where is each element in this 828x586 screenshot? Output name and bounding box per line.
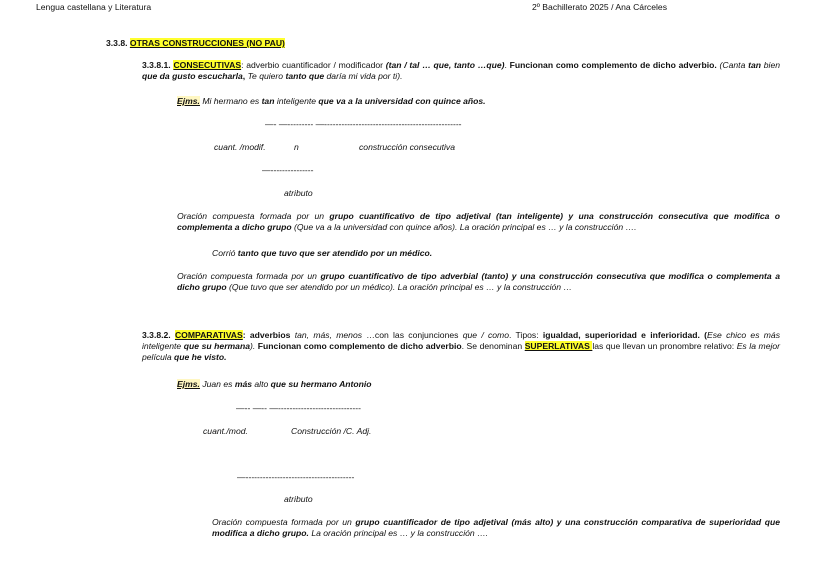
text-run: Ese chico es más inteligente [142,330,781,351]
text-run: Juan es [199,379,235,389]
text-run: 3.3.8.1. [142,60,174,70]
text-run: SUPERLATIVAS [524,341,593,351]
text-run: daría mi vida por ti). [324,71,403,81]
text-run: 3.3.8. [106,38,130,48]
label-nucleo: n [294,142,299,152]
text-run: grupo cuantificativo de tipo adverbial (tanto) y una construcción consecutiva que modifica o complementa a dicho grupo [177,271,780,292]
text-run: las que llevan un pronombre relativo: [592,341,737,351]
text-run: Te quiero [247,71,286,81]
text-run: tanto que tuvo que ser atendido por un médico. [237,248,433,258]
text-run: (Que va a la universidad con quince años). La oración principal es … y la construcción …. [291,222,637,232]
text-run: …con las conjunciones [362,330,463,340]
comparativas-intro [142,330,780,363]
consecutivas-explanation-2 [177,271,780,293]
text-run: más [234,379,253,389]
label-construccion: construcción consecutiva [359,142,456,152]
text-run: que he visto. [174,352,227,362]
text-run: OTRAS CONSTRUCCIONES (NO PAU) [129,38,285,48]
text-run: (tan / tal … que, tanto …que) [385,60,505,70]
label-atributo: atributo [284,494,313,504]
text-run: que da gusto escucharla [142,71,243,81]
label-cuantificador: cuant. /modif. [214,142,266,152]
text-run: Oración compuesta formada por un [212,517,356,527]
text-run: Oración compuesta formada por un [177,211,330,221]
text-run: (Que tuvo que ser atendido por un médico). La oración principal es … y la construcción … [226,282,573,292]
text-run: tanto que [285,71,325,81]
header-subject: Lengua castellana y Literatura [36,2,152,12]
section-heading [106,38,285,49]
text-run: Oración compuesta formada por un [177,271,321,281]
analysis-dashes: —- —--------- —------------------------------------------------ [265,119,462,129]
text-run: Ejms. [177,379,200,389]
text-run: que su hermano Antonio [270,379,372,389]
text-run: Ejms. [177,96,200,106]
text-run: (Canta [716,60,749,70]
analysis-dashes: —-- —-- —----------------------------- [236,403,361,413]
text-run: . Tipos: [509,330,543,340]
text-run: COMPARATIVAS [174,330,243,340]
text-run: ). [250,341,256,351]
label-construccion: Construcción /C. Adj. [291,426,372,436]
text-run: , [242,71,248,81]
text-run: : adverbio cuantificador / modificador [241,60,386,70]
text-run: tan [748,60,761,70]
text-run: grupo cuantificativo de tipo adjetival (tan inteligente) y una construcción consecutiva que modifica o complementa a dicho grupo [177,211,780,232]
comparativas-explanation [212,517,780,539]
text-run: tan [261,96,275,106]
text-run: igualdad, superioridad e inferioridad. [542,330,700,340]
text-run: CONSECUTIVAS [173,60,242,70]
consecutivas-explanation-1 [177,211,780,233]
text-run: . [504,60,510,70]
text-run: Mi hermano es [199,96,262,106]
text-run: tan, más, menos [294,330,363,340]
text-run: Funcionan como complemento de dicho adverbio [255,341,462,351]
text-run: ( [699,330,708,340]
consecutivas-intro [142,60,780,82]
text-run: . Se denominan [461,341,525,351]
label-atributo: atributo [284,188,313,198]
text-run: que / como [462,330,509,340]
comparativas-example [177,379,372,390]
text-run: grupo cuantificador de tipo adjetival (más alto) y una construcción comparativa de superioridad que modifica a dicho grupo. [212,517,780,538]
analysis-dashes: —--------------- [262,165,314,175]
text-run: que su hermana [183,341,250,351]
text-run: inteligente [274,96,319,106]
text-run: que va a la universidad con quince años. [318,96,486,106]
text-run: : adverbios [242,330,295,340]
header-course-author: 2º Bachillerato 2025 / Ana Cárceles [532,2,667,12]
analysis-dashes: —-------------------------------------- [237,472,355,482]
consecutivas-example-2 [212,248,432,259]
text-run: alto [252,379,271,389]
consecutivas-example [177,96,486,107]
text-run: Corrió [212,248,238,258]
text-run: Es la mejor película [142,341,781,362]
label-cuantificador: cuant./mod. [203,426,248,436]
text-run: Funcionan como complemento de dicho adverbio. [509,60,717,70]
text-run: 3.3.8.2. [142,330,175,340]
text-run: La oración principal es … y la construcción …. [308,528,489,538]
text-run: bien [761,60,781,70]
